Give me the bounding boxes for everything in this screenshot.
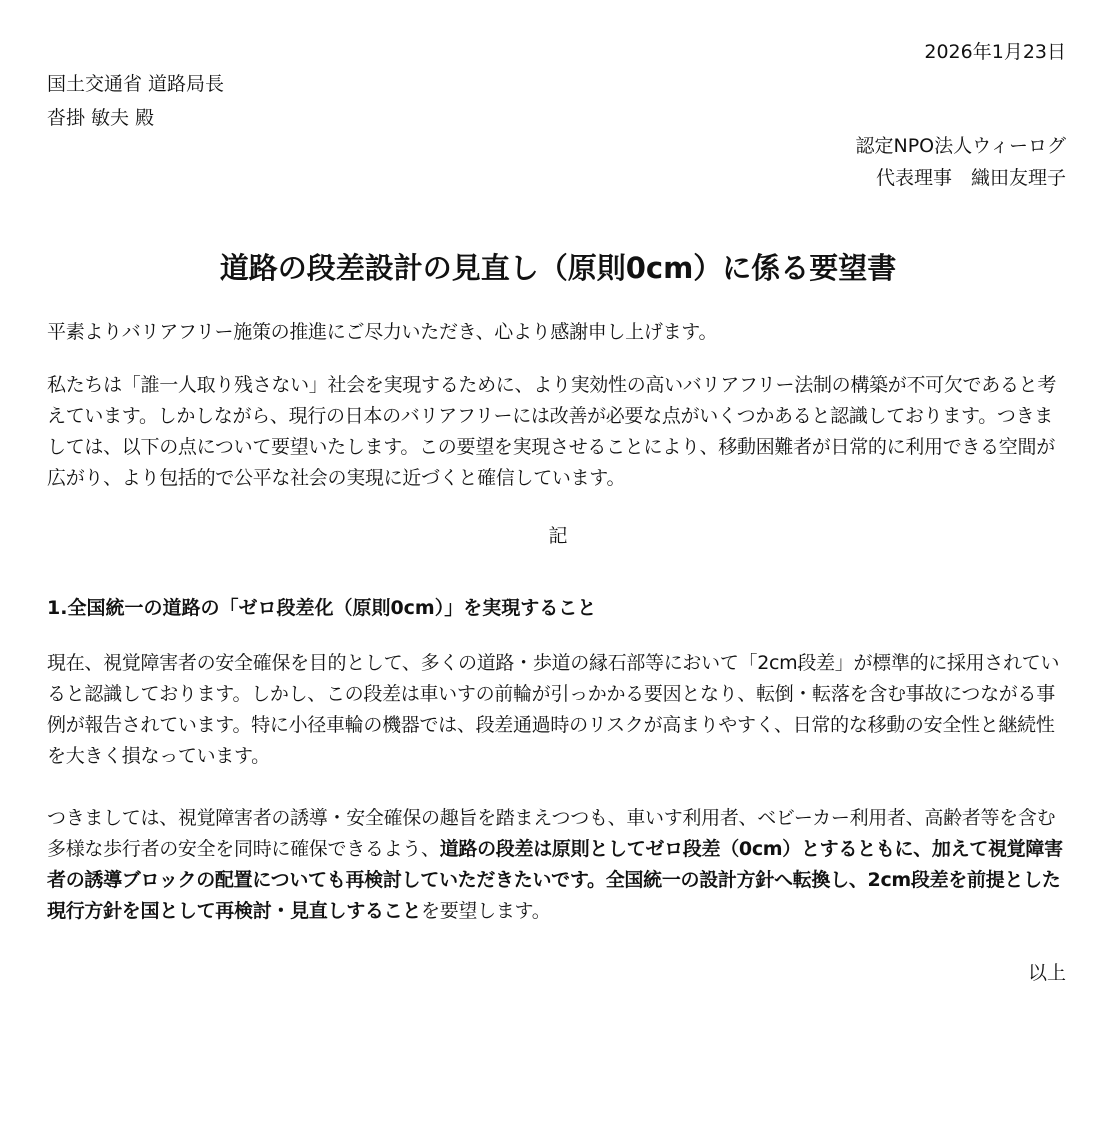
sender-block (856, 131, 1067, 195)
greeting-paragraph: 平素よりバリアフリー施策の推進にご尽力いただき、心より感謝申し上げます。 (47, 321, 718, 343)
ki-marker: 記 (548, 525, 568, 547)
letter-date: 2026年1月23日 (924, 41, 1066, 63)
section-1-request (47, 803, 1069, 927)
request-text-emphasis: 道路の段差は原則としてゼロ段差（0cm）とするともに、加えて視覚障害者の誘導ブロックの配置についても再検討していただきたいです。全国統一の設計方針へ転換し、2cm段差を前提とした現行方針を国として再検討・見直しすること (47, 838, 1063, 922)
intro-paragraph: 私たちは「誰一人取り残さない」社会を実現するために、より実効性の高いバリアフリー法制の構築が不可欠であると考えています。しかしながら、現行の日本のバリアフリーには改善が必要な点がいくつかあると認識しております。つきましては、以下の点について要望いたします。この要望を実現させることにより、移動困難者が日常的に利用できる空間が広がり、より包括的で公平な社会の実現に近づくと確信しています。 (47, 374, 1057, 489)
request-text-lead: つきましては、視覚障害者の誘導・安全確保の趣旨を踏まえつつも、車いす利用者、ベビーカー利用者、高齢者等を含む多様な歩行者の安全を同時に確保できるよう、 (47, 807, 1056, 860)
section-1-heading: 1.全国統一の道路の「ゼロ段差化（原則0cm）」を実現すること (47, 597, 597, 619)
closing-word: 以上 (1027, 962, 1066, 984)
recipient-organization: 国土交通省 道路局長 (47, 73, 225, 95)
recipient-name: 沓掛 敏夫 殿 (47, 107, 155, 129)
section-1-body: 現在、視覚障害者の安全確保を目的として、多くの道路・歩道の縁石部等において「2cm段差」が標準的に採用されていると認識しております。しかし、この段差は車いすの前輪が引っかかる要因となり、転倒・転落を含む事故につながる事例が報告されています。特に小径車輪の機器では、段差通過時のリスクが高まりやすく、日常的な移動の安全性と継続性を大きく損なっています。 (47, 652, 1060, 767)
request-text-tail: を要望します。 (421, 900, 551, 922)
sender-organization: 認定NPO法人ウィーログ (855, 135, 1066, 157)
letter-title: 道路の段差設計の見直し（原則0cm）に係る要望書 (219, 251, 897, 285)
sender-representative: 代表理事 織田友理子 (875, 167, 1066, 189)
recipient-block (47, 69, 224, 137)
